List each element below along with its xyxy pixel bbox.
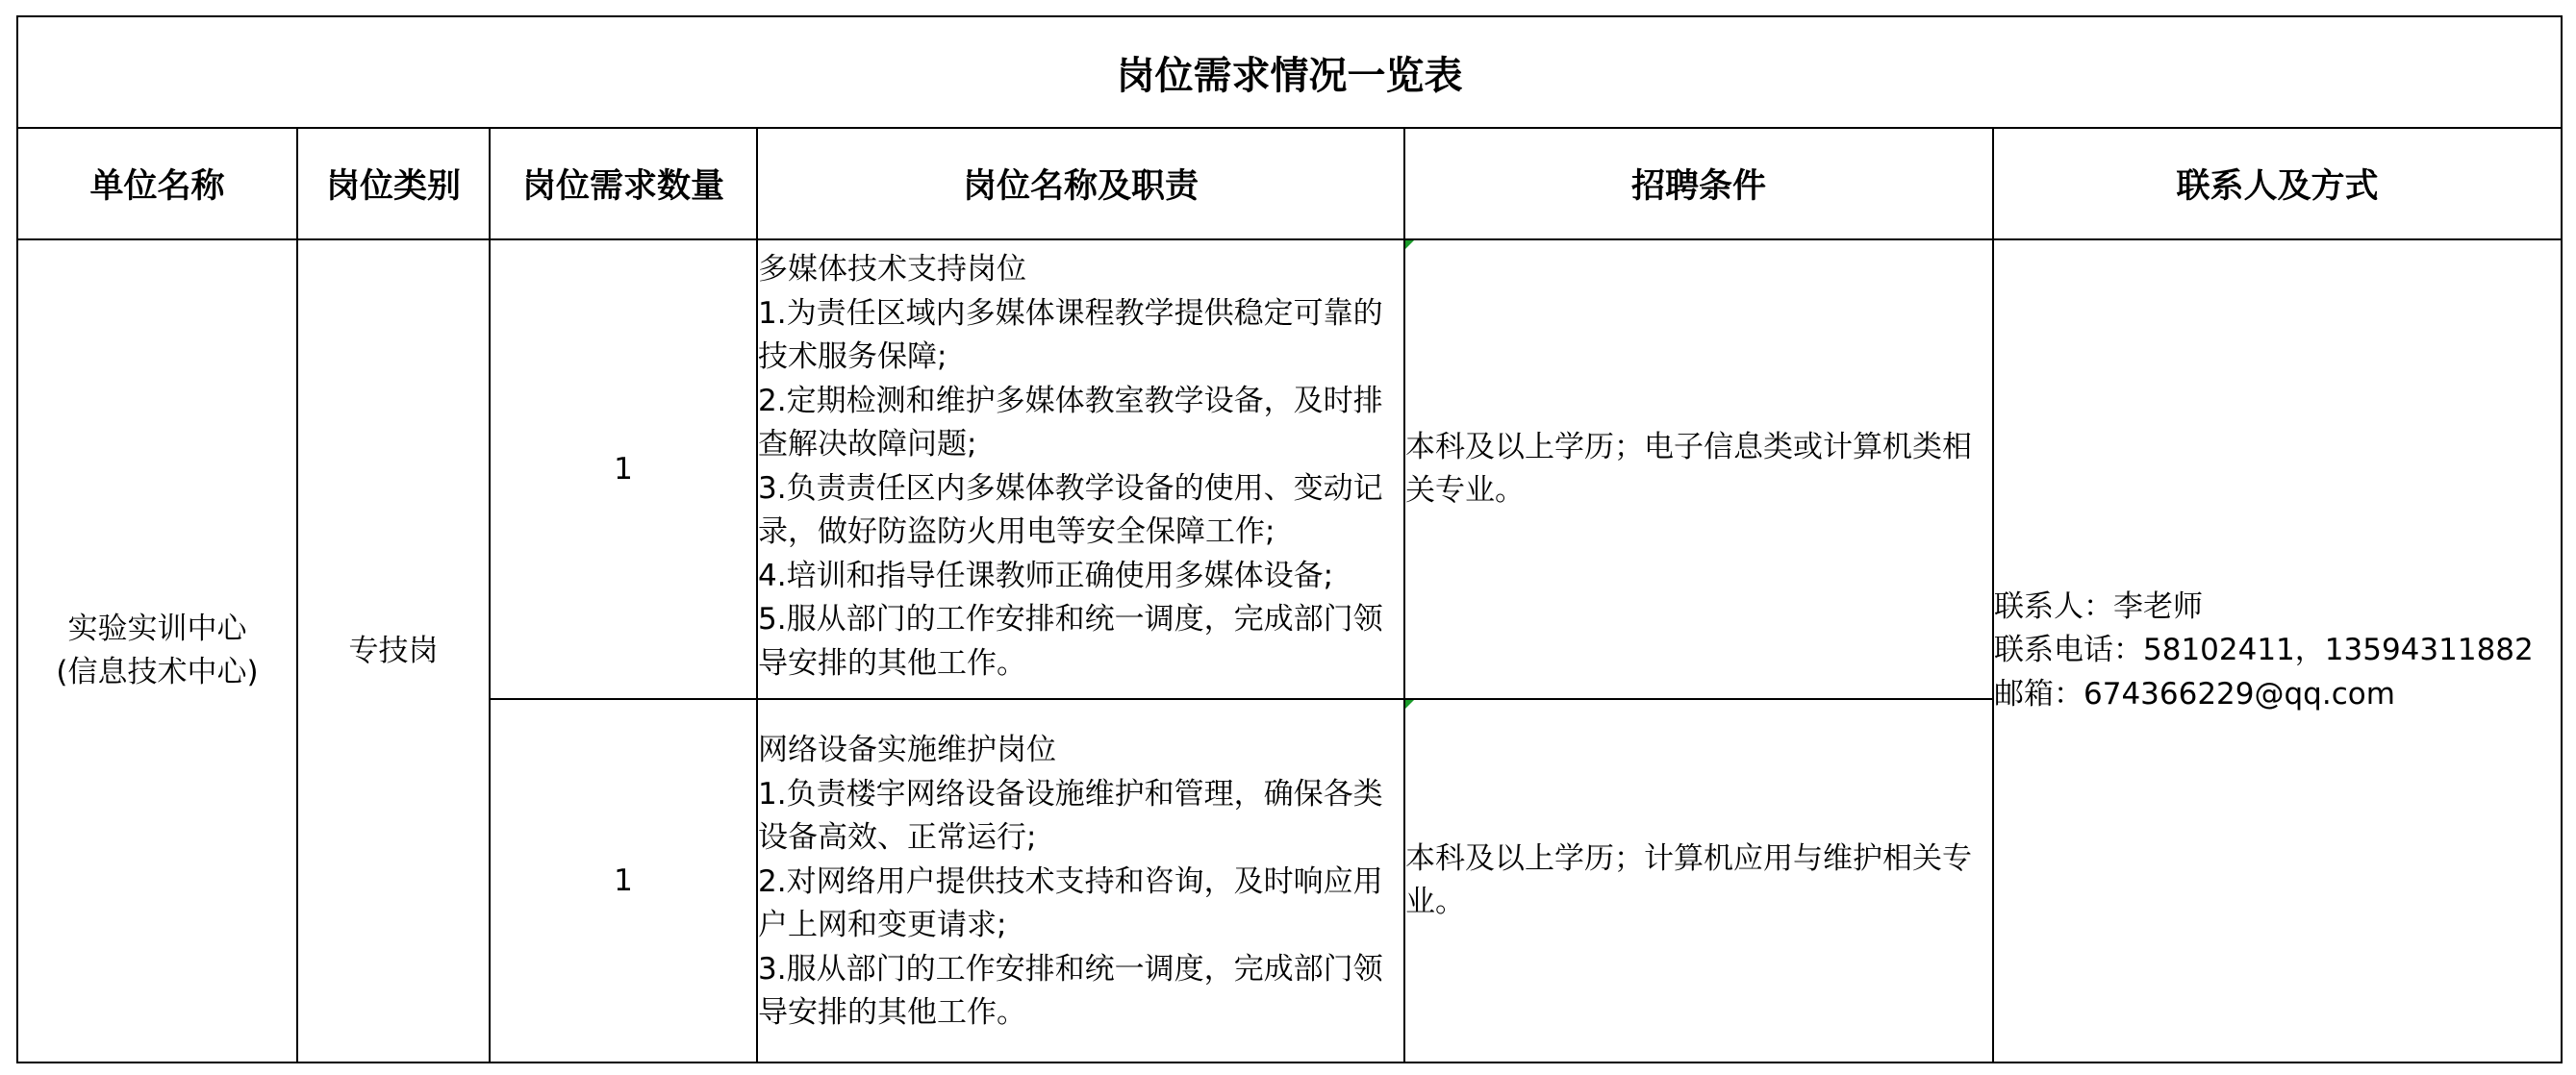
- unit-name-line1: 实验实训中心: [67, 612, 247, 646]
- header-unit: 单位名称: [17, 128, 297, 239]
- table-row: [17, 239, 2562, 699]
- header-category: 岗位类别: [297, 128, 490, 239]
- cell-comment-marker: [1405, 700, 1414, 709]
- duty-line: 多媒体技术支持岗位: [758, 252, 1026, 287]
- title-row: [17, 16, 2562, 128]
- duty-line: 3.服从部门的工作安排和统一调度，完成部门领导安排的其他工作。: [758, 951, 1383, 1030]
- duties-cell: [757, 239, 1404, 699]
- quantity-cell: 1: [490, 699, 757, 1062]
- duty-line: 网络设备实施维护岗位: [758, 733, 1056, 767]
- duty-line: 4.培训和指导任课教师正确使用多媒体设备;: [758, 558, 1334, 593]
- table-title: 岗位需求情况一览表: [17, 16, 2562, 128]
- duty-line: 3.负责责任区内多媒体教学设备的使用、变动记录，做好防盗防火用电等安全保障工作;: [758, 470, 1383, 549]
- header-row: [17, 128, 2562, 239]
- header-duties: 岗位名称及职责: [757, 128, 1404, 239]
- contact-phone: 联系电话：58102411，13594311882: [1994, 633, 2534, 668]
- duty-line: 5.服从部门的工作安排和统一调度，完成部门领导安排的其他工作。: [758, 602, 1383, 681]
- header-contact: 联系人及方式: [1993, 128, 2562, 239]
- duty-line: 1.为责任区域内多媒体课程教学提供稳定可靠的技术服务保障;: [758, 295, 1383, 374]
- unit-name-line2: (信息技术中心): [56, 655, 259, 689]
- requirements-text: 本科及以上学历；计算机应用与维护相关专业。: [1405, 840, 1972, 919]
- cell-comment-marker: [1405, 240, 1414, 249]
- header-requirements: 招聘条件: [1404, 128, 1993, 239]
- duty-line: 2.定期检测和维护多媒体教室教学设备，及时排查解决故障问题;: [758, 383, 1383, 462]
- requirements-cell: [1404, 239, 1993, 699]
- requirements-cell: [1404, 699, 1993, 1062]
- requirements-text: 本科及以上学历；电子信息类或计算机类相关专业。: [1405, 429, 1972, 508]
- duties-cell: [757, 699, 1404, 1062]
- contact-person: 联系人：李老师: [1994, 588, 2203, 624]
- contact-cell: [1993, 239, 2562, 1062]
- duty-line: 2.对网络用户提供技术支持和咨询，及时响应用户上网和变更请求;: [758, 863, 1383, 942]
- quantity-cell: 1: [490, 239, 757, 699]
- job-demand-table: [16, 15, 2563, 1063]
- category-cell: 专技岗: [297, 239, 490, 1062]
- duty-line: 1.负责楼宇网络设备设施维护和管理，确保各类设备高效、正常运行;: [758, 776, 1383, 855]
- unit-name-cell: [17, 239, 297, 1062]
- header-quantity: 岗位需求数量: [490, 128, 757, 239]
- contact-email: 邮箱：674366229@qq.com: [1994, 676, 2395, 712]
